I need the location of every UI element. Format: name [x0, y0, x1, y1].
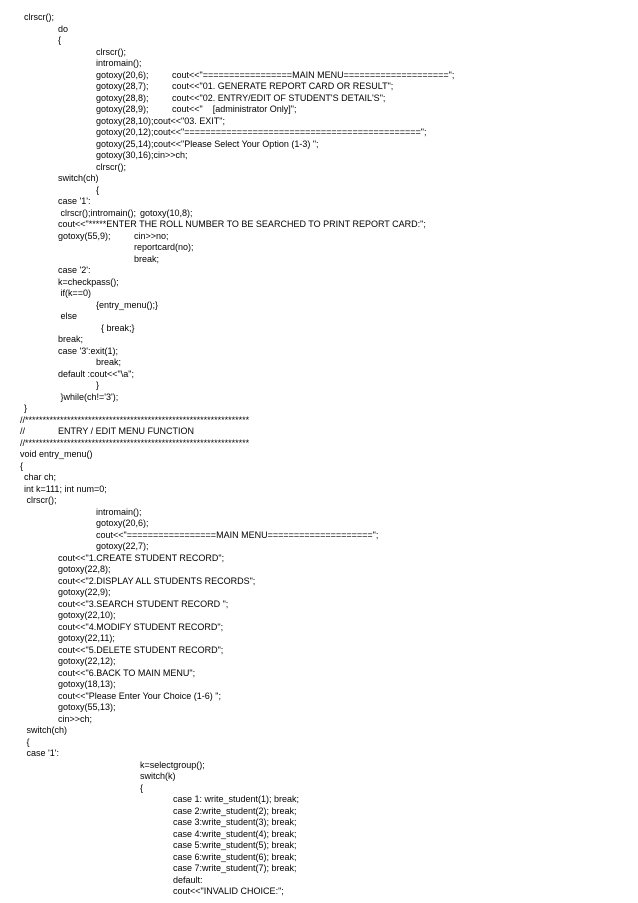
code-line	[0, 564, 638, 576]
code-line	[0, 47, 638, 59]
code-line	[0, 219, 638, 231]
code-line	[0, 783, 638, 795]
code-text: {	[24, 736, 30, 747]
code-text: case 3:write_student(3); break;	[173, 817, 297, 827]
code-text: //	[20, 426, 26, 436]
code-text: cout<<"2.DISPLAY ALL STUDENTS RECORDS";	[58, 575, 256, 586]
code-line	[0, 553, 638, 565]
code-line	[0, 668, 638, 680]
code-line	[0, 587, 638, 599]
code-line	[0, 541, 638, 553]
code-line	[0, 817, 638, 829]
code-text: case 7:write_student(7); break;	[173, 863, 297, 873]
code-text: do	[58, 23, 69, 34]
code-text: if(k==0)	[58, 288, 92, 298]
code-line	[0, 242, 638, 254]
code-line	[0, 346, 638, 358]
code-line	[0, 185, 638, 197]
code-line	[0, 702, 638, 714]
code-text: gotoxy(55,9);	[58, 230, 111, 241]
code-line	[0, 24, 638, 36]
code-line	[0, 622, 638, 634]
code-text: gotoxy(55,13);	[58, 702, 116, 712]
code-line	[0, 311, 638, 323]
code-text: {	[140, 782, 144, 793]
code-line	[0, 771, 638, 783]
code-line	[0, 162, 638, 174]
code-text: }	[96, 380, 100, 390]
code-text: cout<<"01. GENERATE REPORT CARD OR RESULT";	[172, 81, 394, 91]
code-text: k=selectgroup();	[140, 759, 205, 770]
code-line	[0, 369, 638, 381]
code-text: cin>>no;	[134, 230, 169, 241]
code-line	[0, 127, 638, 139]
code-text: gotoxy(25,14);cout<<"Please Select Your Option (1-3) ";	[96, 138, 319, 149]
code-text: void entry_menu()	[20, 449, 93, 459]
code-text: default:	[173, 874, 203, 885]
code-line	[0, 484, 638, 496]
code-line	[0, 403, 638, 415]
code-line	[0, 334, 638, 346]
code-line	[0, 277, 638, 289]
code-line	[0, 254, 638, 266]
code-line	[0, 737, 638, 749]
code-line	[0, 357, 638, 369]
code-line	[0, 518, 638, 530]
code-line	[0, 714, 638, 726]
code-text: cout<<"3.SEARCH STUDENT RECORD ";	[58, 598, 229, 609]
code-text: else	[58, 311, 78, 321]
code-line	[0, 380, 638, 392]
code-text: cin>>ch;	[58, 713, 93, 724]
code-line	[0, 472, 638, 484]
code-line	[0, 173, 638, 185]
code-text: gotoxy(28,10);cout<<"03. EXIT";	[96, 115, 225, 126]
code-line	[0, 208, 638, 220]
code-line	[0, 645, 638, 657]
code-text: gotoxy(20,6);	[96, 69, 149, 80]
code-text: gotoxy(28,9);	[96, 104, 149, 114]
code-text: cout<<" [administrator Only]";	[172, 104, 297, 114]
code-line	[0, 656, 638, 668]
code-text: switch(ch)	[58, 173, 99, 183]
code-text: gotoxy(22,7);	[96, 541, 149, 551]
code-text: case '3':exit(1);	[58, 345, 118, 356]
code-line	[0, 725, 638, 737]
code-text: cout<<"1.CREATE STUDENT RECORD";	[58, 552, 225, 563]
code-text: }while(ch!='3');	[58, 391, 119, 402]
code-line	[0, 116, 638, 128]
code-text: gotoxy(22,12);	[58, 656, 116, 666]
code-line	[0, 93, 638, 105]
code-line	[0, 81, 638, 93]
code-text: gotoxy(20,12);cout<<"=============================================";	[96, 127, 427, 137]
code-text: int k=111; int num=0;	[24, 483, 107, 494]
code-line	[0, 12, 638, 24]
code-text: gotoxy(10,8);	[140, 207, 193, 218]
code-line	[0, 104, 638, 116]
code-text: case 5:write_student(5); break;	[173, 840, 297, 850]
code-text: clrscr();	[96, 46, 126, 57]
code-text: gotoxy(22,11);	[58, 633, 115, 643]
code-line	[0, 840, 638, 852]
code-line	[0, 507, 638, 519]
code-line	[0, 760, 638, 772]
code-line	[0, 530, 638, 542]
code-line	[0, 438, 638, 450]
code-line	[0, 231, 638, 243]
code-line	[0, 886, 638, 898]
code-text: cout<<"=================MAIN MENU====================";	[96, 529, 379, 540]
code-text: case '1':	[58, 196, 91, 206]
code-text: case 1: write_student(1); break;	[173, 794, 300, 804]
code-text: }	[24, 403, 28, 413]
code-text: break;	[134, 253, 160, 264]
code-text: cout<<"02. ENTRY/EDIT OF STUDENT'S DETAIL'S";	[172, 92, 386, 103]
code-line	[0, 691, 638, 703]
code-text: default :cout<<"\a";	[58, 368, 134, 379]
code-text: {entry_menu();}	[96, 299, 159, 310]
code-text: //****************************************************************	[20, 437, 250, 448]
code-text: intromain();	[96, 58, 142, 68]
code-text: case 6:write_student(6); break;	[173, 851, 297, 862]
code-line	[0, 495, 638, 507]
code-text: gotoxy(28,7);	[96, 81, 149, 91]
code-text: gotoxy(22,8);	[58, 564, 111, 574]
code-text: switch(ch)	[24, 725, 68, 735]
code-text: k=checkpass();	[58, 276, 119, 287]
code-text: clrscr();intromain();	[58, 207, 136, 218]
code-line	[0, 794, 638, 806]
code-line	[0, 35, 638, 47]
code-text: switch(k)	[140, 771, 176, 781]
code-text: cout<<"*****ENTER THE ROLL NUMBER TO BE SEARCHED TO PRINT REPORT CARD:";	[58, 219, 426, 229]
code-text: gotoxy(20,6);	[96, 518, 149, 528]
code-line	[0, 610, 638, 622]
code-line	[0, 196, 638, 208]
code-text: cout<<"=================MAIN MENU====================";	[172, 69, 455, 80]
code-text: { break;}	[96, 322, 135, 333]
code-line	[0, 863, 638, 875]
code-text: cout<<"INVALID CHOICE:";	[173, 886, 284, 896]
code-text: intromain();	[96, 506, 142, 517]
code-text: case 2:write_student(2); break;	[173, 805, 297, 816]
code-line	[0, 875, 638, 887]
code-text: gotoxy(28,8);	[96, 92, 149, 103]
code-text: cout<<"4.MODIFY STUDENT RECORD";	[58, 621, 224, 632]
code-text: {	[96, 184, 100, 195]
code-line	[0, 139, 638, 151]
code-line	[0, 426, 638, 438]
code-line	[0, 70, 638, 82]
code-line	[0, 449, 638, 461]
code-listing	[0, 12, 638, 898]
code-text: //****************************************************************	[20, 414, 250, 425]
code-text: reportcard(no);	[134, 242, 194, 252]
code-text: {	[20, 460, 24, 471]
code-line	[0, 265, 638, 277]
code-text: case '2':	[58, 265, 91, 275]
code-text: clrscr();	[24, 495, 57, 505]
code-text: gotoxy(18,13);	[58, 679, 116, 689]
code-text: gotoxy(22,9);	[58, 587, 111, 597]
code-line	[0, 748, 638, 760]
code-text: clrscr();	[96, 161, 126, 172]
code-text: break;	[96, 357, 122, 367]
code-line	[0, 392, 638, 404]
code-text: case '1':	[24, 748, 59, 758]
code-text: case 4:write_student(4); break;	[173, 828, 297, 839]
code-line	[0, 323, 638, 335]
code-text: cout<<"5.DELETE STUDENT RECORD";	[58, 644, 224, 655]
code-line	[0, 415, 638, 427]
code-text: char ch;	[24, 472, 57, 482]
code-text: gotoxy(30,16);cin>>ch;	[96, 150, 188, 160]
code-text: cout<<"Please Enter Your Choice (1-6) ";	[58, 690, 221, 701]
code-text: clrscr();	[24, 12, 54, 22]
code-line	[0, 58, 638, 70]
code-line	[0, 576, 638, 588]
code-text: {	[58, 35, 62, 45]
code-text: break;	[58, 334, 84, 344]
code-line	[0, 150, 638, 162]
code-line	[0, 633, 638, 645]
code-line	[0, 461, 638, 473]
code-text: cout<<"6.BACK TO MAIN MENU";	[58, 667, 196, 678]
code-line	[0, 852, 638, 864]
code-line	[0, 300, 638, 312]
code-text: ENTRY / EDIT MENU FUNCTION	[58, 426, 195, 436]
code-line	[0, 599, 638, 611]
code-line	[0, 288, 638, 300]
code-line	[0, 806, 638, 818]
code-text: gotoxy(22,10);	[58, 610, 116, 620]
code-line	[0, 679, 638, 691]
code-line	[0, 829, 638, 841]
